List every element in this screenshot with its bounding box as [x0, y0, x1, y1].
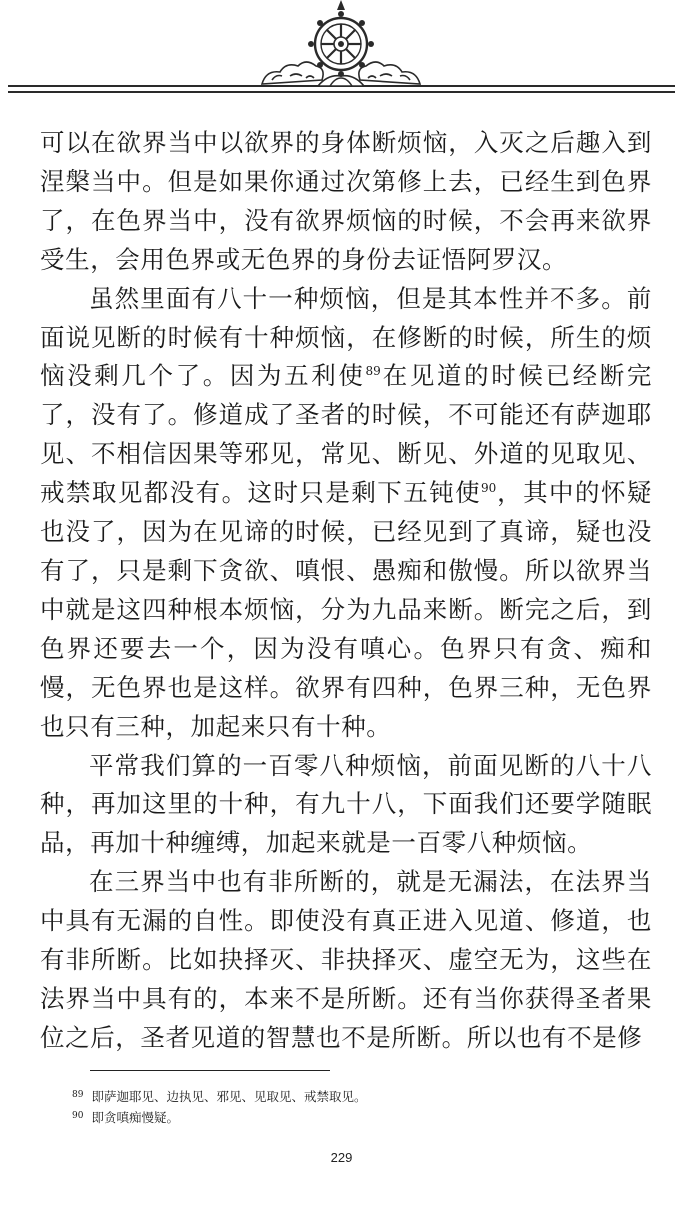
paragraph: 可以在欲界当中以欲界的身体断烦恼，入灭之后趣入到涅槃当中。但是如果你通过次第修上去，已经生到色界了，在色界当中，没有欲界烦恼的时候，不会再来欲界受生，会用色界或无色界的身份去证悟阿罗汉。: [40, 128, 652, 274]
footnote-ref[interactable]: 90: [481, 481, 497, 496]
paragraph: [40, 280, 652, 747]
footnote-number: 89: [72, 1090, 84, 1100]
paragraph-text: 虽然里面有八十一种烦恼，但是其本性并不多。前面说见断的时候有十种烦恼，在修断的时候，所生的烦恼没剩几个了。因为五利使: [40, 283, 652, 391]
footnote-ref[interactable]: 89: [365, 364, 381, 379]
footnote: [72, 1086, 652, 1107]
footnote-divider: [90, 1070, 330, 1071]
footnote-text: 即萨迦耶见、边执见、邪见、见取见、戒禁取见。: [91, 1089, 367, 1104]
footnote-text: 即贪嗔痴慢疑。: [91, 1110, 179, 1125]
page-number: 229: [330, 1150, 353, 1165]
dharma-wheel-icon: [0, 0, 683, 110]
paragraph-text: ，其中的怀疑也没了，因为在见谛的时候，已经见到了真谛，疑也没有了，只是剩下贪欲、嗔恨、愚痴和傲慢。所以欲界当中就是这四种根本烦恼，分为九品来断。断完之后，到色界还要去一个，因为没有嗔心。色界只有贪、痴和慢，无色界也是这样。欲界有四种，色界三种，无色界也只有三种，加起来只有十种。: [40, 478, 652, 741]
main-text: [40, 124, 652, 1058]
footnotes: [72, 1086, 652, 1128]
page-header-ornament: [0, 0, 683, 110]
paragraph: 在三界当中也有非所断的，就是无漏法，在法界当中具有无漏的自性。即使没有真正进入见道、修道，也有非所断。比如抉择灭、非抉择灭、虚空无为，这些在法界当中具有的，本来不是所断。还有当你获得圣者果位之后，圣者见道的智慧也不是所断。所以也有不是修: [40, 867, 652, 1052]
paragraph-text: 在见道的时候已经断完了，没有了。修道成了圣者的时候，不可能还有萨迦耶见、不相信因果等邪见，常见、断见、外道的见取见、戒禁取见都没有。这时只是剩下五钝使: [40, 361, 652, 508]
footnote: [72, 1107, 652, 1128]
footnote-number: 90: [72, 1111, 84, 1121]
paragraph: 平常我们算的一百零八种烦恼，前面见断的八十八种，再加这里的十种，有九十八，下面我们还要学随眠品，再加十种缠缚，加起来就是一百零八种烦恼。: [40, 750, 652, 858]
